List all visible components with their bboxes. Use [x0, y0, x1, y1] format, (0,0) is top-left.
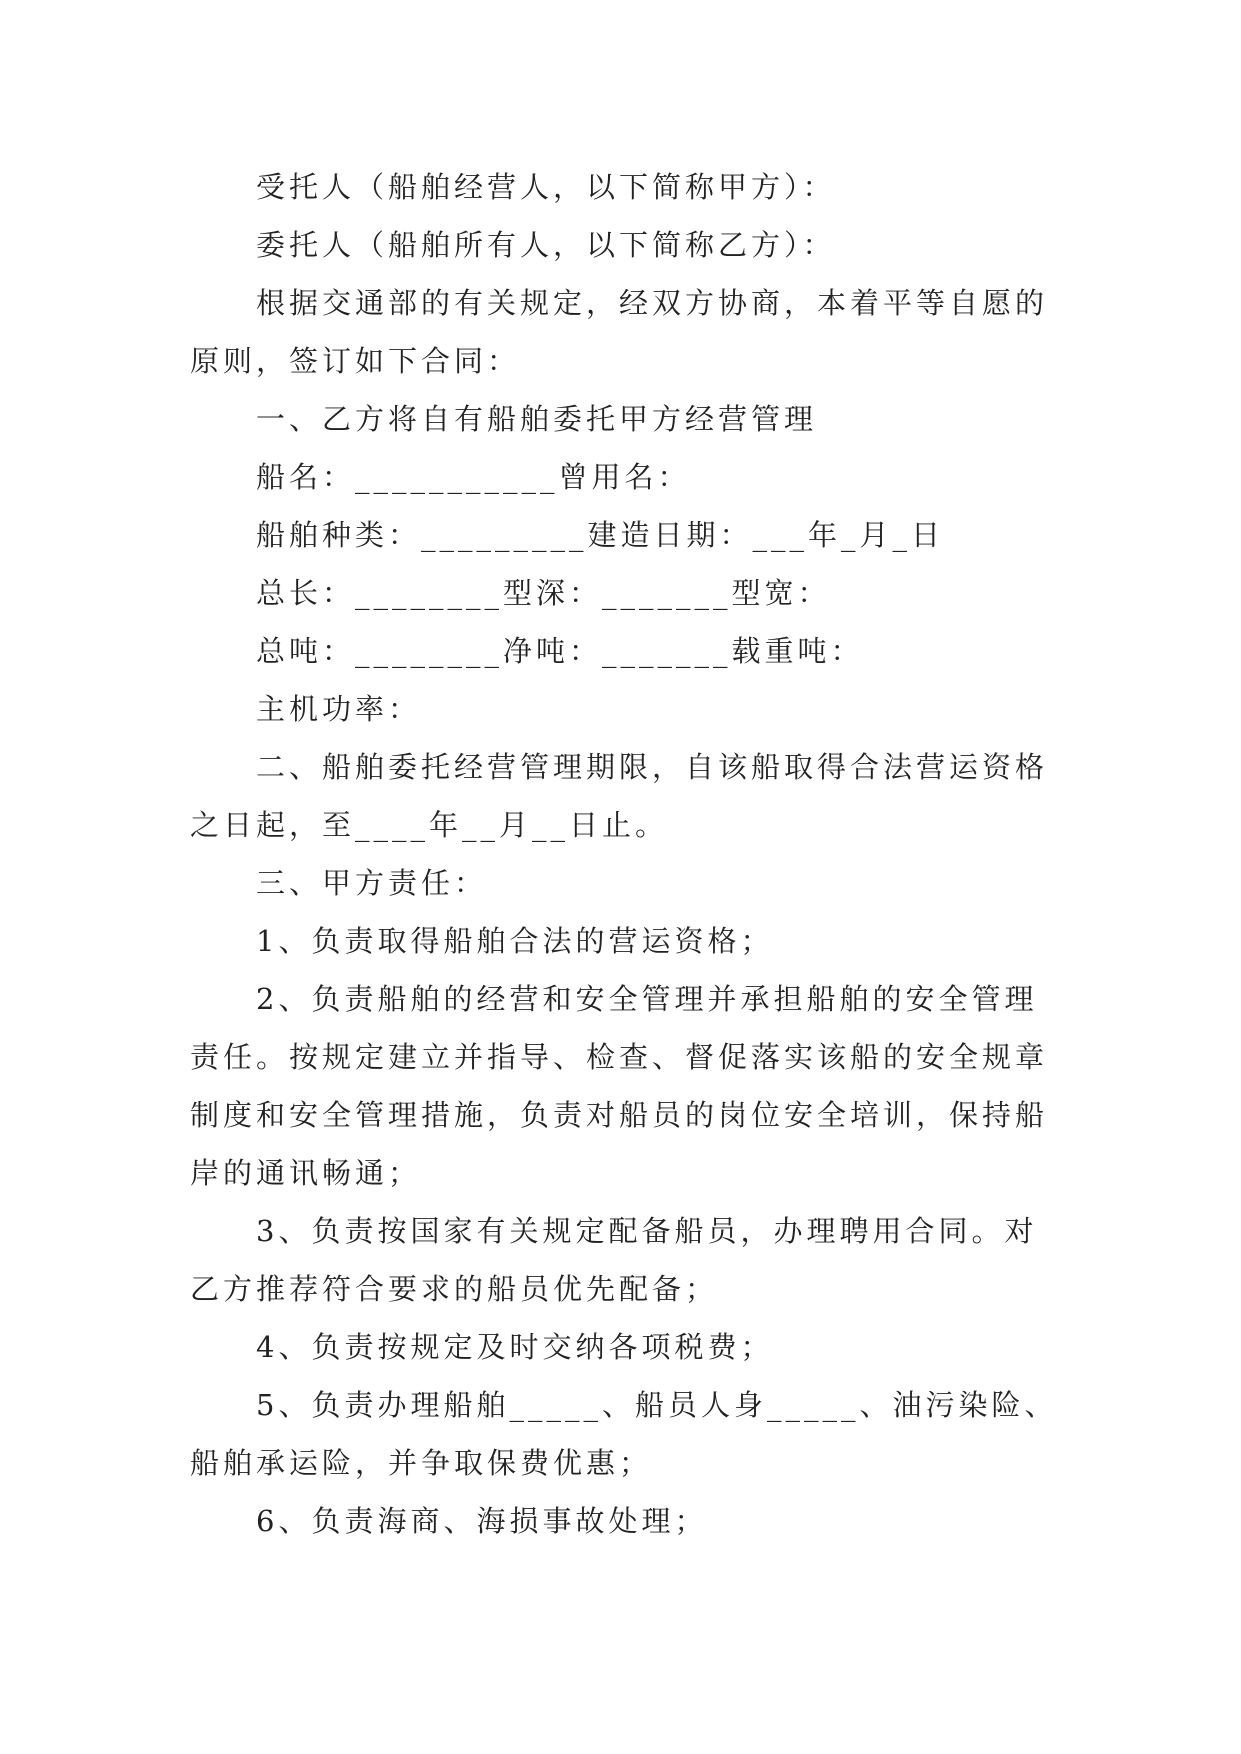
line-ship-type: 船舶种类：_________建造日期：___年_月_日: [256, 518, 945, 552]
item-6: 6、负责海商、海损事故处理；: [256, 1504, 708, 1538]
line-principal: 委托人（船舶所有人，以下简称乙方）：: [256, 228, 836, 262]
line-trustee: 受托人（船舶经营人，以下简称甲方）：: [256, 170, 836, 204]
line-tonnage: 总吨：________净吨：_______载重吨：: [256, 634, 864, 668]
line-dimensions: 总长：________型深：_______型宽：: [256, 576, 831, 610]
item-3-line-1: 3、负责按国家有关规定配备船员，办理聘用合同。对: [256, 1214, 1038, 1248]
item-4: 4、负责按规定及时交纳各项税费；: [256, 1330, 774, 1364]
contract-page: [190, 158, 1058, 1550]
section-1-heading: 一、乙方将自有船舶委托甲方经营管理: [256, 402, 818, 436]
item-3-line-2: 乙方推荐符合要求的船员优先配备；: [190, 1272, 719, 1306]
item-5-line-2: 船舶承运险，并争取保费优惠；: [190, 1446, 653, 1480]
item-2-line-1: 2、负责船舶的经营和安全管理并承担船舶的安全管理: [256, 982, 1038, 1016]
section-2-text-2: 之日起，至____年__月__日止。: [190, 808, 669, 842]
line-preamble-2: 原则，签订如下合同：: [190, 344, 521, 378]
item-5-line-1: 5、负责办理船舶_____、船员人身_____、油污染险、: [256, 1388, 1058, 1422]
item-1: 1、负责取得船舶合法的营运资格；: [256, 924, 774, 958]
section-3-heading: 三、甲方责任：: [256, 866, 488, 900]
line-preamble-1: 根据交通部的有关规定，经双方协商，本着平等自愿的: [256, 286, 1049, 320]
section-2-text-1: 二、船舶委托经营管理期限，自该船取得合法营运资格: [256, 750, 1049, 784]
item-2-line-4: 岸的通讯畅通；: [190, 1156, 422, 1190]
item-2-line-3: 制度和安全管理措施，负责对船员的岗位安全培训，保持船: [190, 1098, 1049, 1132]
line-ship-name: 船名：___________曾用名：: [256, 460, 691, 494]
line-engine-power: 主机功率：: [256, 692, 422, 726]
item-2-line-2: 责任。按规定建立并指导、检查、督促落实该船的安全规章: [190, 1040, 1049, 1074]
